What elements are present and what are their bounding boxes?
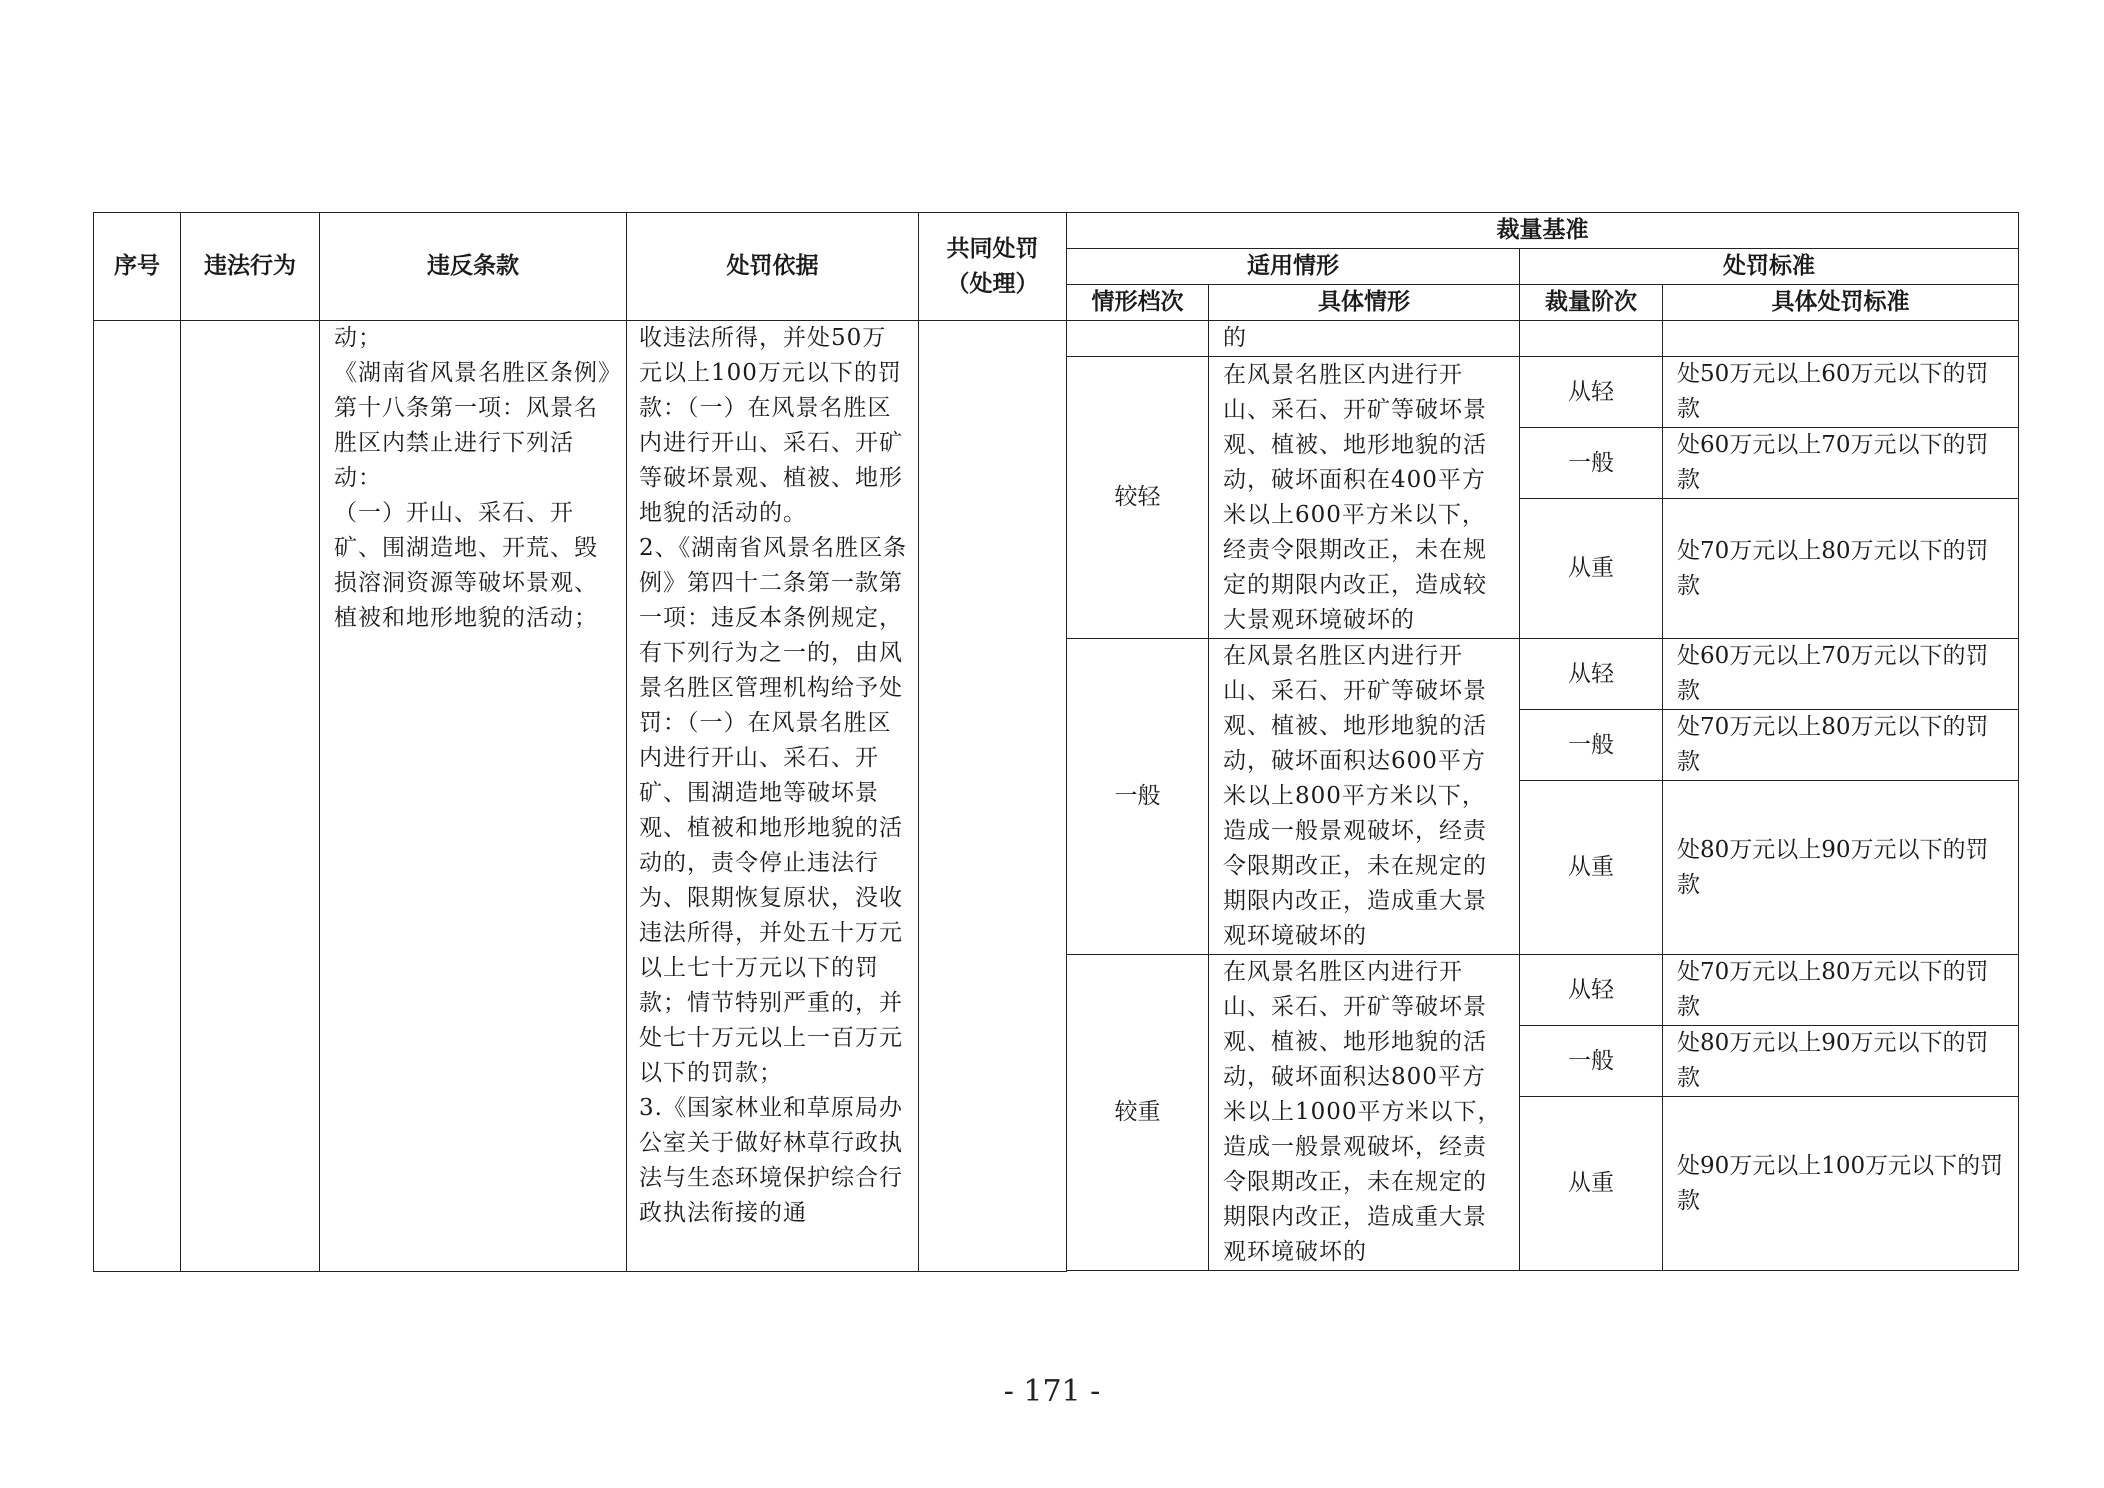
tier-cell: 从重 bbox=[1520, 499, 1663, 639]
tier-cell: 从重 bbox=[1520, 1097, 1663, 1271]
page-number: - 171 - bbox=[1003, 1374, 1101, 1409]
header-discretion: 裁量基准 bbox=[1067, 213, 2019, 249]
cell-top-situation: 的 bbox=[1209, 321, 1520, 357]
standard-cell: 处50万元以上60万元以下的罚款 bbox=[1663, 357, 2019, 428]
tier-cell: 一般 bbox=[1520, 1026, 1663, 1097]
cell-top-standard bbox=[1663, 321, 2019, 357]
cell-violated-clause: 动； 《湖南省风景名胜区条例》第十八条第一项：风景名胜区内禁止进行下列活动： （一）开山、采石、开矿、围湖造地、开荒、毁损溶洞资源等破坏景观、植被和地形地貌的活动； bbox=[320, 321, 627, 1272]
tier-cell: 一般 bbox=[1520, 428, 1663, 499]
header-violated-clause: 违反条款 bbox=[320, 213, 627, 321]
discretion-table bbox=[93, 212, 2019, 1272]
header-applicable: 适用情形 bbox=[1067, 249, 1520, 285]
tier-cell: 从轻 bbox=[1520, 639, 1663, 710]
standard-cell: 处80万元以上90万元以下的罚款 bbox=[1663, 781, 2019, 955]
tier-cell: 从轻 bbox=[1520, 357, 1663, 428]
header-penalty-standard: 处罚标准 bbox=[1520, 249, 2019, 285]
header-situation: 具体情形 bbox=[1209, 285, 1520, 321]
tier-cell: 从重 bbox=[1520, 781, 1663, 955]
level-cell: 较重 bbox=[1067, 955, 1209, 1271]
situation-cell: 在风景名胜区内进行开山、采石、开矿等破坏景观、植被、地形地貌的活动，破坏面积在400平方米以上600平方米以下，经责令限期改正，未在规定的期限内改正，造成较大景观环境破坏的 bbox=[1209, 357, 1520, 639]
standard-cell: 处60万元以上70万元以下的罚款 bbox=[1663, 428, 2019, 499]
standard-cell: 处70万元以上80万元以下的罚款 bbox=[1663, 499, 2019, 639]
tier-cell: 从轻 bbox=[1520, 955, 1663, 1026]
header-penalty-basis: 处罚依据 bbox=[627, 213, 919, 321]
standard-cell: 处80万元以上90万元以下的罚款 bbox=[1663, 1026, 2019, 1097]
header-seq: 序号 bbox=[94, 213, 181, 321]
header-specific-standard: 具体处罚标准 bbox=[1663, 285, 2019, 321]
cell-seq bbox=[94, 321, 181, 1272]
standard-cell: 处70万元以上80万元以下的罚款 bbox=[1663, 955, 2019, 1026]
header-joint-penalty: 共同处罚 （处理） bbox=[919, 213, 1067, 321]
level-cell: 较轻 bbox=[1067, 357, 1209, 639]
level-cell: 一般 bbox=[1067, 639, 1209, 955]
cell-top-tier bbox=[1520, 321, 1663, 357]
header-behavior: 违法行为 bbox=[181, 213, 320, 321]
standard-cell: 处90万元以上100万元以下的罚款 bbox=[1663, 1097, 2019, 1271]
cell-top-level bbox=[1067, 321, 1209, 357]
cell-penalty-basis: 收违法所得，并处50万元以上100万元以下的罚款：（一）在风景名胜区内进行开山、采石、开矿等破坏景观、植被、地形地貌的活动的。 2、《湖南省风景名胜区条例》第四十二条第一款第一项：违反本条例规定，有下列行为之一的，由风景名胜区管理机构给予处罚：（一）在风景名胜区内进行开山、采石、开矿、围湖造地等破坏景观、植被和地形地貌的活动的，责令停止违法行为、限期恢复原状，没收违法所得，并处五十万元以上七十万元以下的罚款；情节特别严重的，并处七十万元以上一百万元以下的罚款； 3.《国家林业和草原局办公室关于做好林草行政执法与生态环境保护综合行政执法衔接的通 bbox=[627, 321, 919, 1272]
cell-behavior bbox=[181, 321, 320, 1272]
header-tier: 裁量阶次 bbox=[1520, 285, 1663, 321]
situation-cell: 在风景名胜区内进行开山、采石、开矿等破坏景观、植被、地形地貌的活动，破坏面积达600平方米以上800平方米以下，造成一般景观破坏，经责令限期改正，未在规定的期限内改正，造成重大景观环境破坏的 bbox=[1209, 639, 1520, 955]
situation-cell: 在风景名胜区内进行开山、采石、开矿等破坏景观、植被、地形地貌的活动，破坏面积达800平方米以上1000平方米以下，造成一般景观破坏，经责令限期改正，未在规定的期限内改正，造成重大景观环境破坏的 bbox=[1209, 955, 1520, 1271]
tier-cell: 一般 bbox=[1520, 710, 1663, 781]
standard-cell: 处70万元以上80万元以下的罚款 bbox=[1663, 710, 2019, 781]
spacer bbox=[1067, 1271, 2019, 1272]
cell-joint-penalty bbox=[919, 321, 1067, 1272]
standard-cell: 处60万元以上70万元以下的罚款 bbox=[1663, 639, 2019, 710]
header-level: 情形档次 bbox=[1067, 285, 1209, 321]
